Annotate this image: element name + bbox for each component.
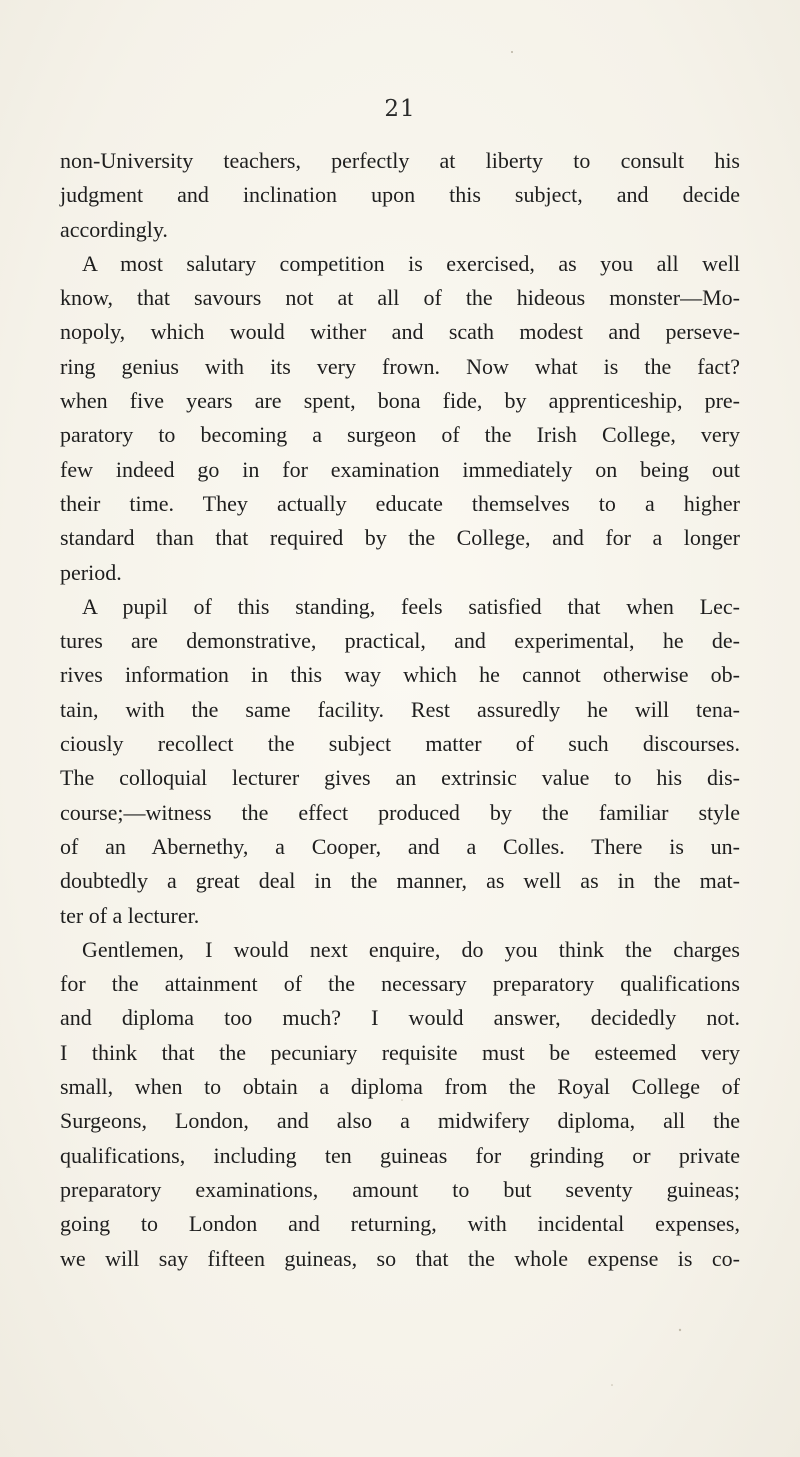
- text-line: judgment and inclination upon this subject, and decide: [60, 182, 740, 208]
- text-line: and diploma too much? I would answer, decidedly not.: [60, 1005, 740, 1031]
- text-line: A pupil of this standing, feels satisfied that when Lec-: [82, 593, 740, 619]
- text-line: Surgeons, London, and also a midwifery diploma, all the: [60, 1108, 740, 1134]
- text-line: their time. They actually educate themselves to a higher: [60, 490, 740, 516]
- text-line: going to London and returning, with incidental expenses,: [60, 1211, 740, 1237]
- text-line: tain, with the same facility. Rest assuredly he will tena-: [60, 696, 740, 722]
- text-line: paratory to becoming a surgeon of the Irish College, very: [60, 422, 740, 448]
- text-line: nopoly, which would wither and scath modest and perseve-: [60, 319, 740, 345]
- text-line: ter of a lecturer.: [60, 902, 200, 928]
- text-line: of an Abernethy, a Cooper, and a Colles. There is un-: [60, 833, 740, 859]
- text-line: when five years are spent, bona fide, by apprenticeship, pre-: [60, 388, 740, 414]
- text-line: doubtedly a great deal in the manner, as well as in the mat-: [60, 868, 740, 894]
- text-line: non-University teachers, perfectly at liberty to consult his: [60, 148, 740, 173]
- text-line: ciously recollect the subject matter of such discourses.: [60, 731, 740, 757]
- text-line: we will say fifteen guineas, so that the whole expense is co-: [60, 1245, 740, 1271]
- text-line: small, when to obtain a diploma from the Royal College of: [60, 1074, 740, 1100]
- text-line: accordingly.: [60, 216, 168, 242]
- text-line: know, that savours not at all of the hideous monster—Mo-: [60, 285, 740, 311]
- text-line: tures are demonstrative, practical, and experimental, he de-: [60, 628, 740, 654]
- text-line: preparatory examinations, amount to but seventy guineas;: [60, 1176, 740, 1202]
- text-line: few indeed go in for examination immediately on being out: [60, 456, 740, 482]
- text-line: Gentlemen, I would next enquire, do you think the charges: [82, 936, 740, 962]
- text-line: course;—witness the effect produced by the familiar style: [60, 799, 740, 825]
- text-line: The colloquial lecturer gives an extrinsic value to his dis-: [60, 765, 740, 791]
- text-line: ring genius with its very frown. Now what is the fact?: [60, 353, 740, 379]
- text-line: for the attainment of the necessary preparatory qualifications: [60, 971, 740, 997]
- text-line: A most salutary competition is exercised, as you all well: [82, 250, 740, 276]
- text-line: qualifications, including ten guineas for grinding or private: [60, 1142, 740, 1168]
- text-line: rives information in this way which he cannot otherwise ob-: [60, 662, 740, 688]
- text-line: I think that the pecuniary requisite must be esteemed very: [60, 1039, 740, 1065]
- text-line: standard than that required by the College, and for a longer: [60, 525, 740, 551]
- body-text: [60, 144, 740, 1276]
- page-number: 21: [384, 96, 416, 122]
- text-line: period.: [60, 559, 122, 585]
